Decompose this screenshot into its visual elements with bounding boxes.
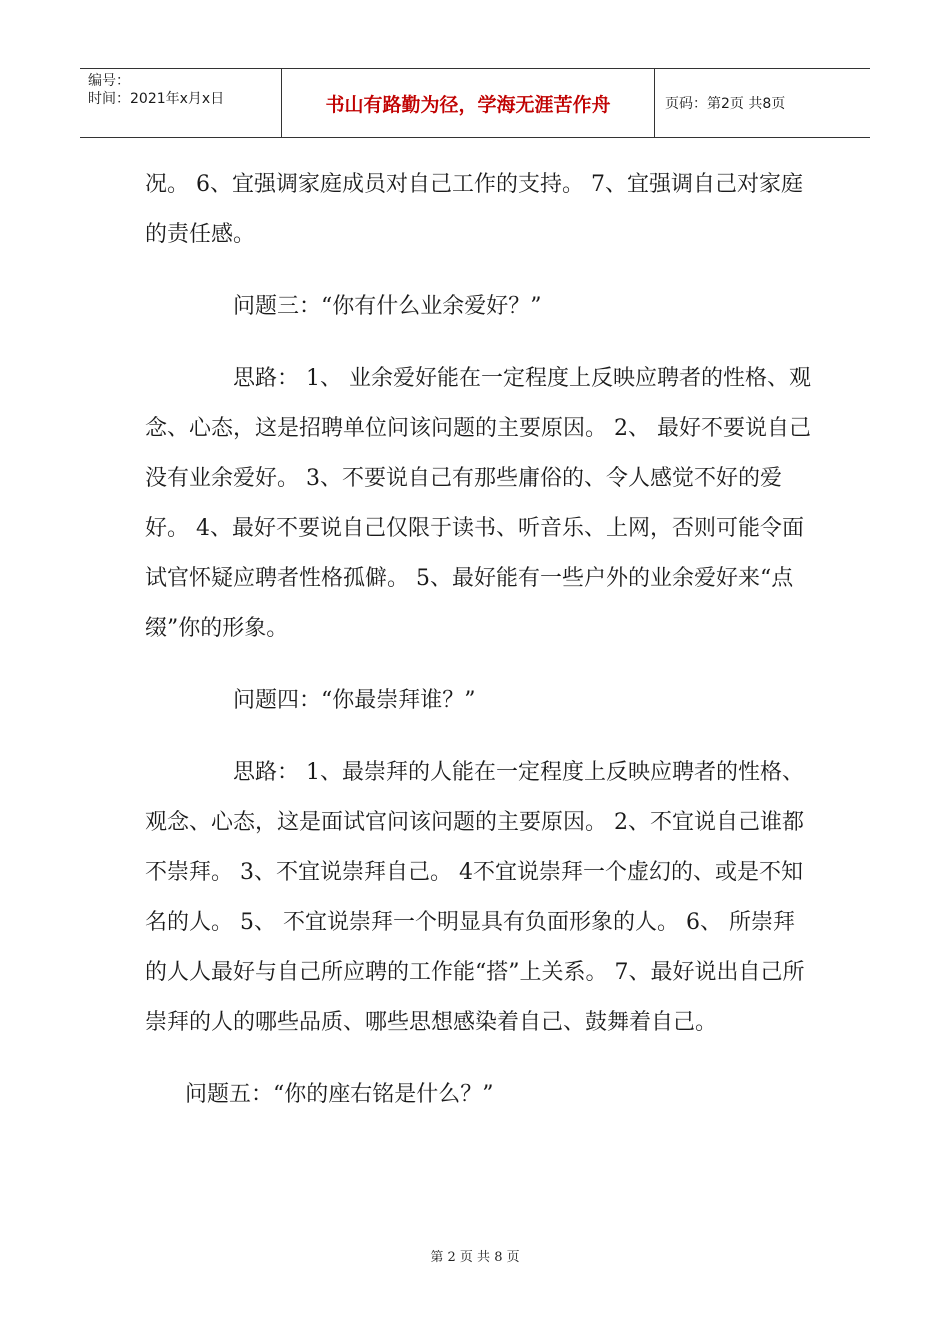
- page-header: [80, 68, 870, 138]
- paragraph-continuation: 况。 6、宜强调家庭成员对自己工作的支持。 7、宜强调自己对家庭的责任感。: [145, 172, 803, 247]
- header-meta: [80, 69, 282, 137]
- doc-code-label: 编号：: [88, 73, 130, 89]
- document-body: [145, 160, 815, 1120]
- question-5-heading: 问题五：“你的座右铭是什么？”: [185, 1082, 494, 1107]
- question-4-answer: 思路： 1、最崇拜的人能在一定程度上反映应聘者的性格、观念、心态，这是面试官问该问题的主要原因。 2、不宜说自己谁都不崇拜。 3、不宜说崇拜自己。 4不宜说崇拜一个虚幻的、或是不知名的人。 5、 不宜说崇拜一个明显具有负面形象的人。 6、 所崇拜的人人最好与自己所应聘的工作能“搭”上关系。 7、最好说出自己所崇拜的人的哪些品质、哪些思想感染着自己、鼓舞着自己。: [145, 760, 805, 1035]
- header-motto: 书山有路勤为径，学海无涯苦作舟: [282, 69, 655, 137]
- page-footer: 第 2 页 共 8 页: [430, 1250, 520, 1265]
- question-3-heading: 问题三：“你有什么业余爱好？”: [233, 294, 542, 319]
- doc-time-label: 时间：2021年x月x日: [88, 91, 225, 107]
- header-page-info: 页码：第2页 共8页: [665, 96, 786, 112]
- question-3-answer: 思路： 1、 业余爱好能在一定程度上反映应聘者的性格、观念、心态，这是招聘单位问该问题的主要原因。 2、 最好不要说自己没有业余爱好。 3、不要说自己有那些庸俗的、令人感觉不好的爱好。 4、最好不要说自己仅限于读书、听音乐、上网，否则可能令面试官怀疑应聘者性格孤僻。 5、最好能有一些户外的业余爱好来“点缀”你的形象。: [145, 366, 811, 641]
- question-4-heading: 问题四：“你最崇拜谁？”: [233, 688, 476, 713]
